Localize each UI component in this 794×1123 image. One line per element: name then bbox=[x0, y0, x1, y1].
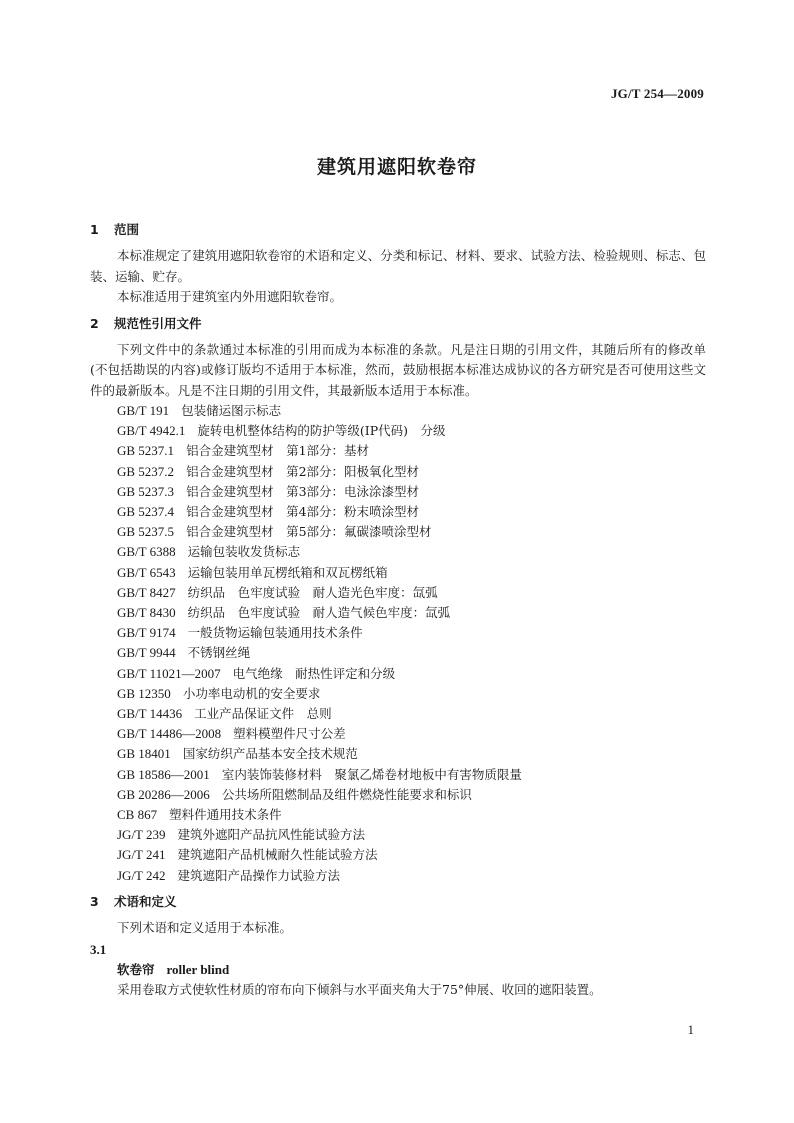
reference-title: 塑料模塑件尺寸公差 bbox=[233, 726, 346, 742]
reference-code: GB 18586—2001 bbox=[117, 766, 210, 782]
document-body bbox=[90, 216, 706, 1001]
reference-code: GB/T 4942.1 bbox=[117, 423, 186, 439]
reference-title: 纺织品 色牢度试验 耐人造气候色牢度：氙弧 bbox=[187, 605, 451, 621]
reference-item bbox=[90, 441, 706, 461]
reference-code: JG/T 242 bbox=[117, 867, 166, 883]
reference-item bbox=[90, 462, 706, 482]
reference-title: 铝合金建筑型材 第2部分：阳极氧化型材 bbox=[186, 463, 420, 479]
reference-code: GB 5237.4 bbox=[117, 504, 175, 520]
reference-title: 工业产品保证文件 总则 bbox=[194, 706, 332, 722]
reference-title: 建筑遮阳产品机械耐久性能试验方法 bbox=[177, 847, 378, 863]
reference-code: JG/T 239 bbox=[117, 827, 166, 843]
scope-paragraph: 本标准适用于建筑室内外用遮阳软卷帘。 bbox=[117, 289, 343, 304]
reference-item bbox=[90, 421, 706, 441]
document-title: 建筑用遮阳软卷帘 bbox=[316, 156, 477, 178]
standard-code: JG/T 254—2009 bbox=[610, 86, 704, 101]
reference-item bbox=[90, 603, 706, 623]
terms-intro: 下列术语和定义适用于本标准。 bbox=[117, 919, 293, 935]
reference-title: 铝合金建筑型材 第4部分：粉末喷涂型材 bbox=[186, 504, 420, 520]
reference-item bbox=[90, 664, 706, 684]
section-number: 3 bbox=[90, 893, 99, 909]
reference-code: JG/T 241 bbox=[117, 847, 166, 863]
term-number: 3.1 bbox=[90, 942, 107, 958]
reference-item bbox=[90, 724, 706, 744]
reference-item bbox=[90, 744, 706, 764]
section-title: 术语和定义 bbox=[114, 893, 177, 909]
section-1-heading bbox=[90, 220, 706, 240]
reference-item bbox=[90, 623, 706, 643]
references-intro: 下列文件中的条款通过本标准的引用而成为本标准的条款。凡是注日期的引用文件，其随后所有的修改单(不包括勘误的内容)或修订版均不适用于本标准，然而，鼓励根据本标准达成协议的各方研究是否可使用这些文件的最新版本。凡是不注日期的引用文件，其最新版本适用于本标准。 bbox=[90, 341, 706, 398]
reference-item bbox=[90, 684, 706, 704]
reference-code: GB/T 14436 bbox=[117, 706, 183, 722]
reference-code: GB 5237.1 bbox=[117, 443, 175, 459]
reference-title: 铝合金建筑型材 第5部分：氟碳漆喷涂型材 bbox=[186, 524, 432, 540]
section-2-heading bbox=[90, 314, 706, 334]
section-number: 1 bbox=[90, 222, 99, 237]
reference-title: 小功率电动机的安全要求 bbox=[182, 685, 321, 701]
reference-code: GB/T 9174 bbox=[117, 625, 176, 641]
reference-code: GB/T 8427 bbox=[117, 584, 176, 600]
reference-code: GB 5237.3 bbox=[117, 483, 175, 499]
reference-code: GB 20286—2006 bbox=[117, 786, 210, 802]
reference-code: GB/T 6388 bbox=[117, 544, 176, 560]
reference-title: 公共场所阻燃制品及组件燃烧性能要求和标识 bbox=[221, 786, 472, 802]
reference-item bbox=[90, 845, 706, 865]
section-number: 2 bbox=[90, 315, 99, 331]
reference-code: GB/T 6543 bbox=[117, 564, 176, 580]
reference-code: GB 18401 bbox=[117, 746, 171, 762]
reference-item bbox=[90, 866, 706, 886]
reference-item bbox=[90, 542, 706, 562]
reference-code: CB 867 bbox=[117, 807, 158, 823]
reference-item bbox=[90, 643, 706, 663]
reference-code: GB/T 8430 bbox=[117, 605, 176, 621]
reference-code: GB/T 9944 bbox=[117, 645, 176, 661]
reference-title: 旋转电机整体结构的防护等级(IP代码) 分级 bbox=[197, 423, 446, 439]
reference-title: 不锈钢丝绳 bbox=[187, 645, 251, 661]
term-definition: 采用卷取方式使软性材质的帘布向下倾斜与水平面夹角大于75°伸展、收回的遮阳装置。 bbox=[117, 982, 602, 998]
reference-title: 建筑遮阳产品操作力试验方法 bbox=[177, 867, 341, 883]
reference-title: 国家纺织产品基本安全技术规范 bbox=[182, 746, 358, 762]
section-title: 规范性引用文件 bbox=[114, 315, 202, 331]
reference-code: GB 5237.5 bbox=[117, 524, 175, 540]
reference-title: 纺织品 色牢度试验 耐人造光色牢度：氙弧 bbox=[187, 584, 438, 600]
reference-item bbox=[90, 704, 706, 724]
reference-list bbox=[90, 401, 706, 886]
reference-code: GB/T 11021—2007 bbox=[117, 665, 221, 681]
reference-item bbox=[90, 805, 706, 825]
scope-paragraph: 本标准规定了建筑用遮阳软卷帘的术语和定义、分类和标记、材料、要求、试验方法、检验规则、标志、包装、运输、贮存。 bbox=[90, 248, 706, 284]
reference-title: 室内装饰装修材料 聚氯乙烯卷材地板中有害物质限量 bbox=[221, 766, 522, 782]
reference-title: 铝合金建筑型材 第1部分：基材 bbox=[186, 443, 370, 459]
reference-title: 运输包装收发货标志 bbox=[187, 544, 301, 560]
reference-title: 电气绝缘 耐热性评定和分级 bbox=[232, 665, 396, 681]
reference-title: 运输包装用单瓦楞纸箱和双瓦楞纸箱 bbox=[187, 564, 388, 580]
reference-item bbox=[90, 482, 706, 502]
reference-code: GB/T 191 bbox=[117, 403, 170, 418]
term-name-en: roller blind bbox=[166, 962, 230, 978]
term-name bbox=[90, 960, 706, 980]
section-title: 范围 bbox=[114, 222, 140, 237]
reference-item bbox=[90, 583, 706, 603]
section-3-heading bbox=[90, 892, 706, 912]
reference-title: 铝合金建筑型材 第3部分：电泳涂漆型材 bbox=[186, 483, 420, 499]
reference-item bbox=[90, 785, 706, 805]
reference-code: GB/T 14486—2008 bbox=[117, 726, 222, 742]
reference-title: 一般货物运输包装通用技术条件 bbox=[187, 625, 363, 641]
reference-item bbox=[90, 825, 706, 845]
reference-title: 建筑外遮阳产品抗风性能试验方法 bbox=[177, 827, 366, 843]
term-name-cn: 软卷帘 bbox=[117, 962, 155, 978]
reference-item bbox=[90, 563, 706, 583]
page-number: 1 bbox=[687, 1022, 694, 1037]
reference-code: GB 5237.2 bbox=[117, 463, 175, 479]
reference-item bbox=[90, 522, 706, 542]
reference-title: 塑料件通用技术条件 bbox=[169, 807, 282, 823]
reference-code: GB 12350 bbox=[117, 685, 171, 701]
reference-item bbox=[90, 502, 706, 522]
reference-item bbox=[90, 765, 706, 785]
reference-title: 包装储运图示标志 bbox=[181, 403, 282, 418]
reference-item bbox=[90, 401, 706, 421]
